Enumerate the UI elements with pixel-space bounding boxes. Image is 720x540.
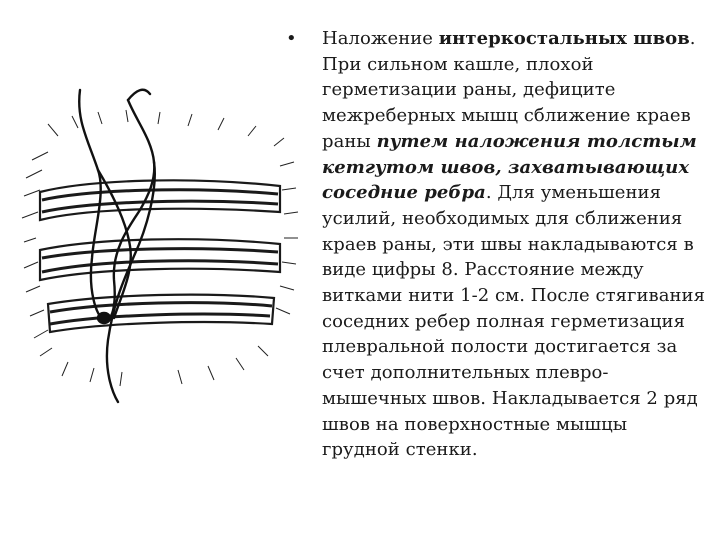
paragraph [322, 26, 706, 463]
text-run-2: . При сильном кашле, плохой герметизации раны, дефиците межреберных мышц сближение краев раны [322, 28, 696, 152]
rib-suture-illustration [18, 80, 300, 420]
slide-text [286, 26, 706, 463]
text-run-bold-italic: путем наложения толстым кетгутом швов, захватывающих соседние ребра [322, 130, 697, 204]
rib-1 [40, 180, 280, 220]
text-run-3: . Для уменьшения усилий, необходимых для сближения краев раны, эти швы накладываются в виде цифры 8. Расстояние между витками нити 1-2 см. После стягивания соседних ребер полная герметизация плевральной полости достигается за счет дополнительных плевро-мышечных швов. Накладывается 2 ряд швов на поверхностные мышцы грудной стенки. [322, 182, 706, 461]
text-run-bold-term: интеркостальных швов [438, 28, 690, 49]
bullet-marker: • [286, 28, 297, 49]
rib-3 [48, 295, 274, 332]
text-run-1: Наложение [322, 28, 439, 49]
rib-2 [40, 239, 280, 280]
